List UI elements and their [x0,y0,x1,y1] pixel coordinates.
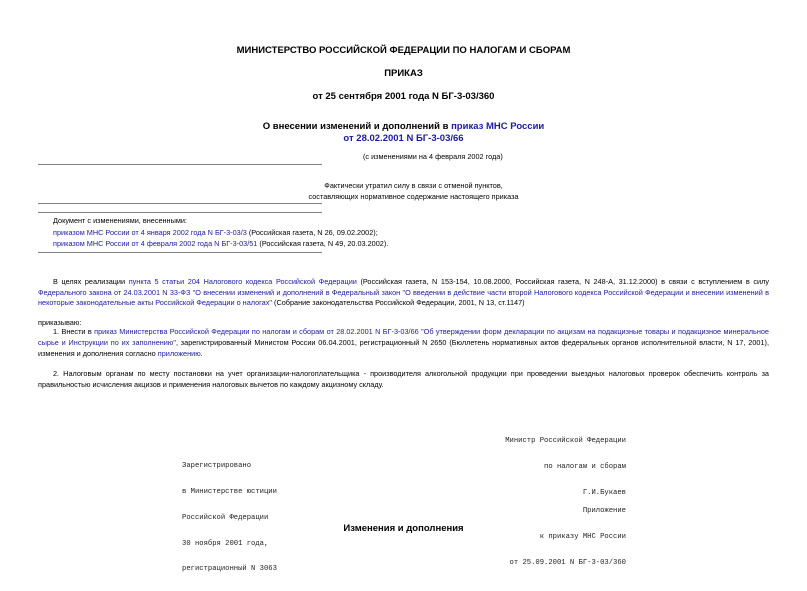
appendix-block [450,490,626,585]
change-link-1[interactable]: приказом МНС России от 4 января 2002 года N БГ-3-03/3 [53,227,247,237]
divider-4 [38,252,322,253]
registration-line1: Зарегистрировано [182,462,252,471]
appendix-title: Изменения и дополнения [343,523,464,534]
divider-2 [38,203,322,204]
changes-block [53,215,388,250]
doc-title-line1 [0,121,807,133]
point-1-paragraph: 1. Внести в приказ Министерства Российской Федерации по налогам и сборам от 28.02.2001 N БГ-3-03/66 "Об утверждении форм декларации по акцизам на подакцизные товары и подакцизное минеральное сырье и Инструкции по их заполнению", зарегистрированный Министом России 06.04.2001, регистрационный N 2650 (Бюллетень нормативных актов федеральных органов исполнительной власти, N 17, 2001), изменения и дополнения согласно приложению. [38,327,769,358]
doc-title [0,121,807,145]
order-word: приказываю: [38,318,82,327]
appendix-line1: Приложение [582,507,626,516]
title-link-order-number[interactable]: от 28.02.2001 N БГ-3-03/66 [343,133,464,144]
amendment-note: (с изменениями на 4 февраля 2002 года) [363,152,503,161]
preamble-link-tax-code[interactable]: пункта 5 статьи 204 Налогового кодекса Российской Федерации [128,277,357,286]
divider-3 [38,212,322,213]
doc-date-line: от 25 сентября 2001 года N БГ-3-03/360 [312,91,495,102]
point1-link-appendix[interactable]: приложению [157,349,201,358]
changes-heading: Документ с изменениями, внесенными: [53,216,187,225]
signature-line3: Г.И.Букаев [582,488,626,497]
lapsed-note-line1: Фактически утратил силу в связи с отменой пунктов, [324,181,503,190]
point-2-paragraph: 2. Налоговым органам по месту постановки на учет организации-налогоплательщика - производителя алкогольной продукции при проведении выездных налоговых проверок обеспечить контроль за правильностью исчисления акцизов и применения налоговых вычетов по каждому акцизному складу. [38,369,769,389]
title-link-order[interactable]: приказ МНС России [451,121,545,132]
divider-1 [38,164,322,165]
signature-line1: Министр Российской Федерации [505,437,626,446]
preamble-paragraph: В целях реализации пункта 5 статьи 204 Налогового кодекса Российской Федерации (Российская газета, N 153-154, 10.08.2000, Российская газета, N 248-А, 31.12.2000) в связи с вступлением в силу Федерального закона от 24.03.2001 N 33-ФЗ "О внесении изменений и дополнений в Федеральный закон "О введении в действие части второй Налогового кодекса Российской Федерации и внесении изменений в некоторые законодательные акты Российской Федерации о налогах" (Собрание законодательства Российской Федерации, 2001, N 13, ст.1147) [38,277,769,308]
registration-line4: 30 ноября 2001 года, [182,539,269,548]
point1-link-order[interactable]: приказ Министерства Российской Федерации по налогам и сборам от 28.02.2001 N БГ-3-03/66 "Об утверждении форм декларации по акцизам на подакцизные товары и подакцизное минеральное сырье и Инструкции по их заполнению" [38,327,769,347]
registration-line3: Российской Федерации [182,513,269,522]
changes-item-1: приказом МНС России от 4 января 2002 года N БГ-3-03/3 (Российская газета, N 26, 09.02.2002); [53,227,378,237]
registration-line5: регистрационный N 3063 [182,565,277,574]
registration-line2: в Министерстве юстиции [182,487,277,496]
lapsed-note [0,180,807,202]
appendix-line3: от 25.09.2001 N БГ-3-03/360 [509,558,626,567]
doc-title-prefix: О внесении изменений и дополнений в [262,121,452,132]
change-link-2[interactable]: приказом МНС России от 4 февраля 2002 года N БГ-3-03/51 [53,239,258,248]
doc-type-heading: ПРИКАЗ [384,68,423,79]
preamble-link-federal-law[interactable]: Федерального закона от 24.03.2001 N 33-ФЗ "О внесении изменений и дополнений в Федеральный закон "О введении в действие части второй Налогового кодекса Российской Федерации и внесении изменений в некоторые законодательные акты Российской Федерации о налогах" [38,287,769,308]
signature-line2: по налогам и сборам [544,462,626,471]
lapsed-note-line2: составляющих нормативное содержание настоящего приказа [308,192,519,201]
appendix-line2: к приказу МНС России [539,532,626,541]
changes-item-2: приказом МНС России от 4 февраля 2002 года N БГ-3-03/51 (Российская газета, N 49, 20.03.2002). [53,239,389,248]
registration-block [182,445,277,591]
ministry-heading: МИНИСТЕРСТВО РОССИЙСКОЙ ФЕДЕРАЦИИ ПО НАЛОГАМ И СБОРАМ [236,45,571,56]
